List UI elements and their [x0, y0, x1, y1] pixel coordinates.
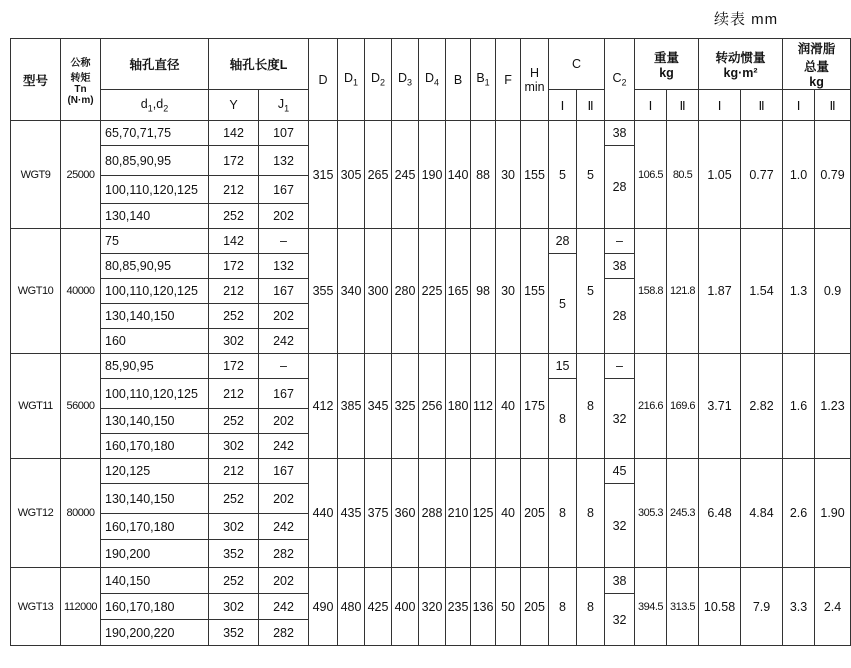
C2-top-cell: 38: [605, 568, 635, 594]
dim-D2-cell: 345: [365, 354, 392, 459]
header-grease: [783, 39, 851, 90]
torque-cell: 25000: [61, 121, 101, 229]
grease-I-cell: 1.6: [783, 354, 815, 459]
header-weight: [635, 39, 699, 90]
C2-top-cell: –: [605, 229, 635, 254]
C-I-cell: 8: [549, 459, 577, 568]
dim-D3-cell: 280: [392, 229, 419, 354]
header-D4: $D_4$: [419, 39, 446, 121]
bore-length-Y-cell: 352: [209, 540, 259, 568]
bore-diameter-cell: 160,170,180: [101, 434, 209, 459]
C2-cell: 32: [605, 484, 635, 568]
header-inertia: [699, 39, 783, 90]
header-H-label: H: [530, 65, 540, 80]
bore-length-Y-cell: 302: [209, 434, 259, 459]
model-cell: WGT11: [11, 354, 61, 459]
weight-II-cell: 121.8: [667, 229, 699, 354]
table-caption: 续表 mm: [714, 11, 779, 28]
grease-II-cell: 1.90: [815, 459, 851, 568]
dim-D3-cell: 245: [392, 121, 419, 229]
weight-II-cell: 169.6: [667, 354, 699, 459]
dim-B-cell: 180: [446, 354, 471, 459]
dim-H-cell: 205: [521, 459, 549, 568]
bore-length-Y-cell: 172: [209, 254, 259, 279]
bore-length-Y-cell: 172: [209, 146, 259, 176]
bore-length-J1-cell: 202: [259, 484, 309, 514]
bore-length-Y-cell: 252: [209, 304, 259, 329]
grease-I-cell: 1.0: [783, 121, 815, 229]
weight-I-cell: 305.3: [635, 459, 667, 568]
bore-diameter-cell: 120,125: [101, 459, 209, 484]
dim-D4-cell: 320: [419, 568, 446, 646]
torque-cell: 80000: [61, 459, 101, 568]
C2-cell: 32: [605, 379, 635, 459]
grease-II-cell: 0.9: [815, 229, 851, 354]
bore-length-J1-cell: 167: [259, 176, 309, 204]
dim-D-cell: 315: [309, 121, 338, 229]
header-inertia-unit: kg·m²: [723, 66, 758, 80]
C2-cell: 28: [605, 146, 635, 229]
model-cell: WGT13: [11, 568, 61, 646]
bore-length-J1-cell: 167: [259, 379, 309, 409]
bore-length-Y-cell: 212: [209, 176, 259, 204]
header-weight-I: Ⅰ: [635, 90, 667, 121]
bore-diameter-cell: 140,150: [101, 568, 209, 594]
header-H-min: min: [524, 79, 545, 94]
C-II-cell: 8: [577, 459, 605, 568]
dim-H-cell: 175: [521, 354, 549, 459]
header-C: C: [549, 39, 605, 90]
bore-length-Y-cell: 172: [209, 354, 259, 379]
inertia-I-cell: 10.58: [699, 568, 741, 646]
header-D: D: [309, 39, 338, 121]
C-I-cell: 5: [549, 254, 577, 354]
dim-D-cell: 490: [309, 568, 338, 646]
bore-length-J1-cell: 202: [259, 568, 309, 594]
dim-D-cell: 440: [309, 459, 338, 568]
header-grease-I: Ⅰ: [783, 90, 815, 121]
header-inertia-II: Ⅱ: [741, 90, 783, 121]
header-inertia-I: Ⅰ: [699, 90, 741, 121]
C2-top-cell: –: [605, 354, 635, 379]
dim-D4-cell: 288: [419, 459, 446, 568]
header-weight-unit: kg: [659, 66, 674, 80]
table-row: [11, 459, 851, 484]
dim-B-cell: 140: [446, 121, 471, 229]
header-Y: Y: [209, 90, 259, 121]
dim-H-cell: 205: [521, 568, 549, 646]
bore-length-Y-cell: 302: [209, 514, 259, 540]
bore-length-J1-cell: 132: [259, 254, 309, 279]
bore-length-Y-cell: 252: [209, 484, 259, 514]
bore-diameter-cell: 100,110,120,125: [101, 379, 209, 409]
dim-D1-cell: 480: [338, 568, 365, 646]
header-torque: [61, 39, 101, 121]
header-C2: $C_2$: [605, 39, 635, 121]
dim-B-cell: 165: [446, 229, 471, 354]
dim-D4-cell: 225: [419, 229, 446, 354]
inertia-I-cell: 1.87: [699, 229, 741, 354]
dim-B1-cell: 136: [471, 568, 496, 646]
bore-diameter-cell: 65,70,71,75: [101, 121, 209, 146]
dim-D2-cell: 375: [365, 459, 392, 568]
bore-diameter-cell: 100,110,120,125: [101, 176, 209, 204]
torque-cell: 112000: [61, 568, 101, 646]
C2-second-cell: 38: [605, 254, 635, 279]
dim-F-cell: 30: [496, 229, 521, 354]
header-bore-diameter: 轴孔直径: [101, 39, 209, 90]
weight-I-cell: 106.5: [635, 121, 667, 229]
inertia-II-cell: 0.77: [741, 121, 783, 229]
bore-diameter-cell: 130,140: [101, 204, 209, 229]
header-grease-line: kg: [809, 75, 824, 89]
bore-length-J1-cell: 167: [259, 459, 309, 484]
weight-I-cell: 216.6: [635, 354, 667, 459]
torque-cell: 40000: [61, 229, 101, 354]
bore-diameter-cell: 130,140,150: [101, 304, 209, 329]
C-II-cell: 5: [577, 229, 605, 354]
bore-length-J1-cell: 282: [259, 620, 309, 646]
header-D3: $D_3$: [392, 39, 419, 121]
C2-top-cell: 45: [605, 459, 635, 484]
bore-diameter-cell: 85,90,95: [101, 354, 209, 379]
bore-length-J1-cell: 242: [259, 329, 309, 354]
C2-cell: 32: [605, 594, 635, 646]
header-bore-sub: $d_1,d_2$: [101, 90, 209, 121]
bore-length-Y-cell: 252: [209, 409, 259, 434]
bore-length-J1-cell: –: [259, 229, 309, 254]
dim-D3-cell: 400: [392, 568, 419, 646]
coupling-spec-table: [10, 38, 851, 646]
header-inertia-label: 转动惯量: [715, 51, 766, 65]
C-I-top-cell: 15: [549, 354, 577, 379]
inertia-II-cell: 2.82: [741, 354, 783, 459]
C-I-cell: 5: [549, 121, 577, 229]
header-torque-line: 转矩: [70, 72, 91, 84]
header-grease-line: 润滑脂: [797, 42, 836, 56]
dim-F-cell: 40: [496, 459, 521, 568]
dim-H-cell: 155: [521, 229, 549, 354]
bore-length-J1-cell: 202: [259, 409, 309, 434]
table-row: [11, 568, 851, 594]
table-row: [11, 229, 851, 254]
weight-II-cell: 313.5: [667, 568, 699, 646]
dim-B1-cell: 98: [471, 229, 496, 354]
header-grease-II: Ⅱ: [815, 90, 851, 121]
bore-length-J1-cell: 282: [259, 540, 309, 568]
bore-length-J1-cell: –: [259, 354, 309, 379]
bore-diameter-cell: 190,200: [101, 540, 209, 568]
weight-I-cell: 158.8: [635, 229, 667, 354]
header-F: F: [496, 39, 521, 121]
C-I-cell: 8: [549, 379, 577, 459]
bore-diameter-cell: 130,140,150: [101, 484, 209, 514]
dim-F-cell: 30: [496, 121, 521, 229]
grease-II-cell: 2.4: [815, 568, 851, 646]
header-weight-II: Ⅱ: [667, 90, 699, 121]
header-J1: $J_1$: [259, 90, 309, 121]
bore-length-Y-cell: 352: [209, 620, 259, 646]
bore-length-J1-cell: 167: [259, 279, 309, 304]
bore-diameter-cell: 100,110,120,125: [101, 279, 209, 304]
C-I-top-cell: 28: [549, 229, 577, 254]
C-II-cell: 5: [577, 121, 605, 229]
header-grease-line: 总量: [804, 60, 830, 74]
header-B1: $B_1$: [471, 39, 496, 121]
dim-D1-cell: 435: [338, 459, 365, 568]
inertia-II-cell: 4.84: [741, 459, 783, 568]
model-cell: WGT10: [11, 229, 61, 354]
weight-II-cell: 245.3: [667, 459, 699, 568]
C-I-cell: 8: [549, 568, 577, 646]
dim-B-cell: 235: [446, 568, 471, 646]
bore-length-J1-cell: 242: [259, 514, 309, 540]
inertia-I-cell: 3.71: [699, 354, 741, 459]
dim-F-cell: 40: [496, 354, 521, 459]
C-II-cell: 8: [577, 568, 605, 646]
model-cell: WGT9: [11, 121, 61, 229]
bore-diameter-cell: 75: [101, 229, 209, 254]
dim-H-cell: 155: [521, 121, 549, 229]
header-weight-label: 重量: [654, 51, 680, 65]
bore-length-J1-cell: 242: [259, 434, 309, 459]
bore-diameter-cell: 190,200,220: [101, 620, 209, 646]
dim-D3-cell: 360: [392, 459, 419, 568]
bore-length-Y-cell: 302: [209, 329, 259, 354]
inertia-I-cell: 1.05: [699, 121, 741, 229]
grease-II-cell: 1.23: [815, 354, 851, 459]
C2-cell: 28: [605, 279, 635, 354]
dim-D1-cell: 305: [338, 121, 365, 229]
header-H: [521, 39, 549, 121]
bore-length-J1-cell: 202: [259, 204, 309, 229]
header-D2: $D_2$: [365, 39, 392, 121]
bore-diameter-cell: 160,170,180: [101, 594, 209, 620]
table-row: [11, 121, 851, 146]
bore-length-Y-cell: 212: [209, 279, 259, 304]
bore-length-Y-cell: 212: [209, 459, 259, 484]
header-D1: $D_1$: [338, 39, 365, 121]
weight-I-cell: 394.5: [635, 568, 667, 646]
inertia-II-cell: 1.54: [741, 229, 783, 354]
header-torque-line: 公称: [70, 57, 91, 69]
dim-D1-cell: 385: [338, 354, 365, 459]
header-C-II: Ⅱ: [577, 90, 605, 121]
dim-D1-cell: 340: [338, 229, 365, 354]
torque-cell: 56000: [61, 354, 101, 459]
header-torque-line: (N·m): [67, 94, 94, 106]
dim-D-cell: 412: [309, 354, 338, 459]
weight-II-cell: 80.5: [667, 121, 699, 229]
header-model: 型号: [11, 39, 61, 121]
header-B: B: [446, 39, 471, 121]
inertia-I-cell: 6.48: [699, 459, 741, 568]
bore-length-J1-cell: 202: [259, 304, 309, 329]
bore-length-Y-cell: 142: [209, 229, 259, 254]
table-row: [11, 354, 851, 379]
header-bore-length: 轴孔长度L: [209, 39, 309, 90]
bore-length-Y-cell: 212: [209, 379, 259, 409]
model-cell: WGT12: [11, 459, 61, 568]
C-II-cell: 8: [577, 354, 605, 459]
dim-B-cell: 210: [446, 459, 471, 568]
bore-length-Y-cell: 252: [209, 204, 259, 229]
dim-B1-cell: 88: [471, 121, 496, 229]
dim-D-cell: 355: [309, 229, 338, 354]
bore-length-J1-cell: 107: [259, 121, 309, 146]
dim-D3-cell: 325: [392, 354, 419, 459]
bore-length-J1-cell: 242: [259, 594, 309, 620]
bore-length-J1-cell: 132: [259, 146, 309, 176]
dim-D2-cell: 425: [365, 568, 392, 646]
dim-D4-cell: 256: [419, 354, 446, 459]
dim-B1-cell: 112: [471, 354, 496, 459]
bore-length-Y-cell: 142: [209, 121, 259, 146]
bore-diameter-cell: 80,85,90,95: [101, 146, 209, 176]
inertia-II-cell: 7.9: [741, 568, 783, 646]
bore-diameter-cell: 80,85,90,95: [101, 254, 209, 279]
dim-F-cell: 50: [496, 568, 521, 646]
bore-length-Y-cell: 252: [209, 568, 259, 594]
grease-I-cell: 2.6: [783, 459, 815, 568]
bore-diameter-cell: 130,140,150: [101, 409, 209, 434]
header-C-I: Ⅰ: [549, 90, 577, 121]
dim-D2-cell: 265: [365, 121, 392, 229]
bore-diameter-cell: 160: [101, 329, 209, 354]
dim-D2-cell: 300: [365, 229, 392, 354]
grease-I-cell: 1.3: [783, 229, 815, 354]
C2-top-cell: 38: [605, 121, 635, 146]
dim-B1-cell: 125: [471, 459, 496, 568]
bore-length-Y-cell: 302: [209, 594, 259, 620]
grease-I-cell: 3.3: [783, 568, 815, 646]
dim-D4-cell: 190: [419, 121, 446, 229]
bore-diameter-cell: 160,170,180: [101, 514, 209, 540]
grease-II-cell: 0.79: [815, 121, 851, 229]
header-torque-line: Tn: [74, 83, 87, 95]
